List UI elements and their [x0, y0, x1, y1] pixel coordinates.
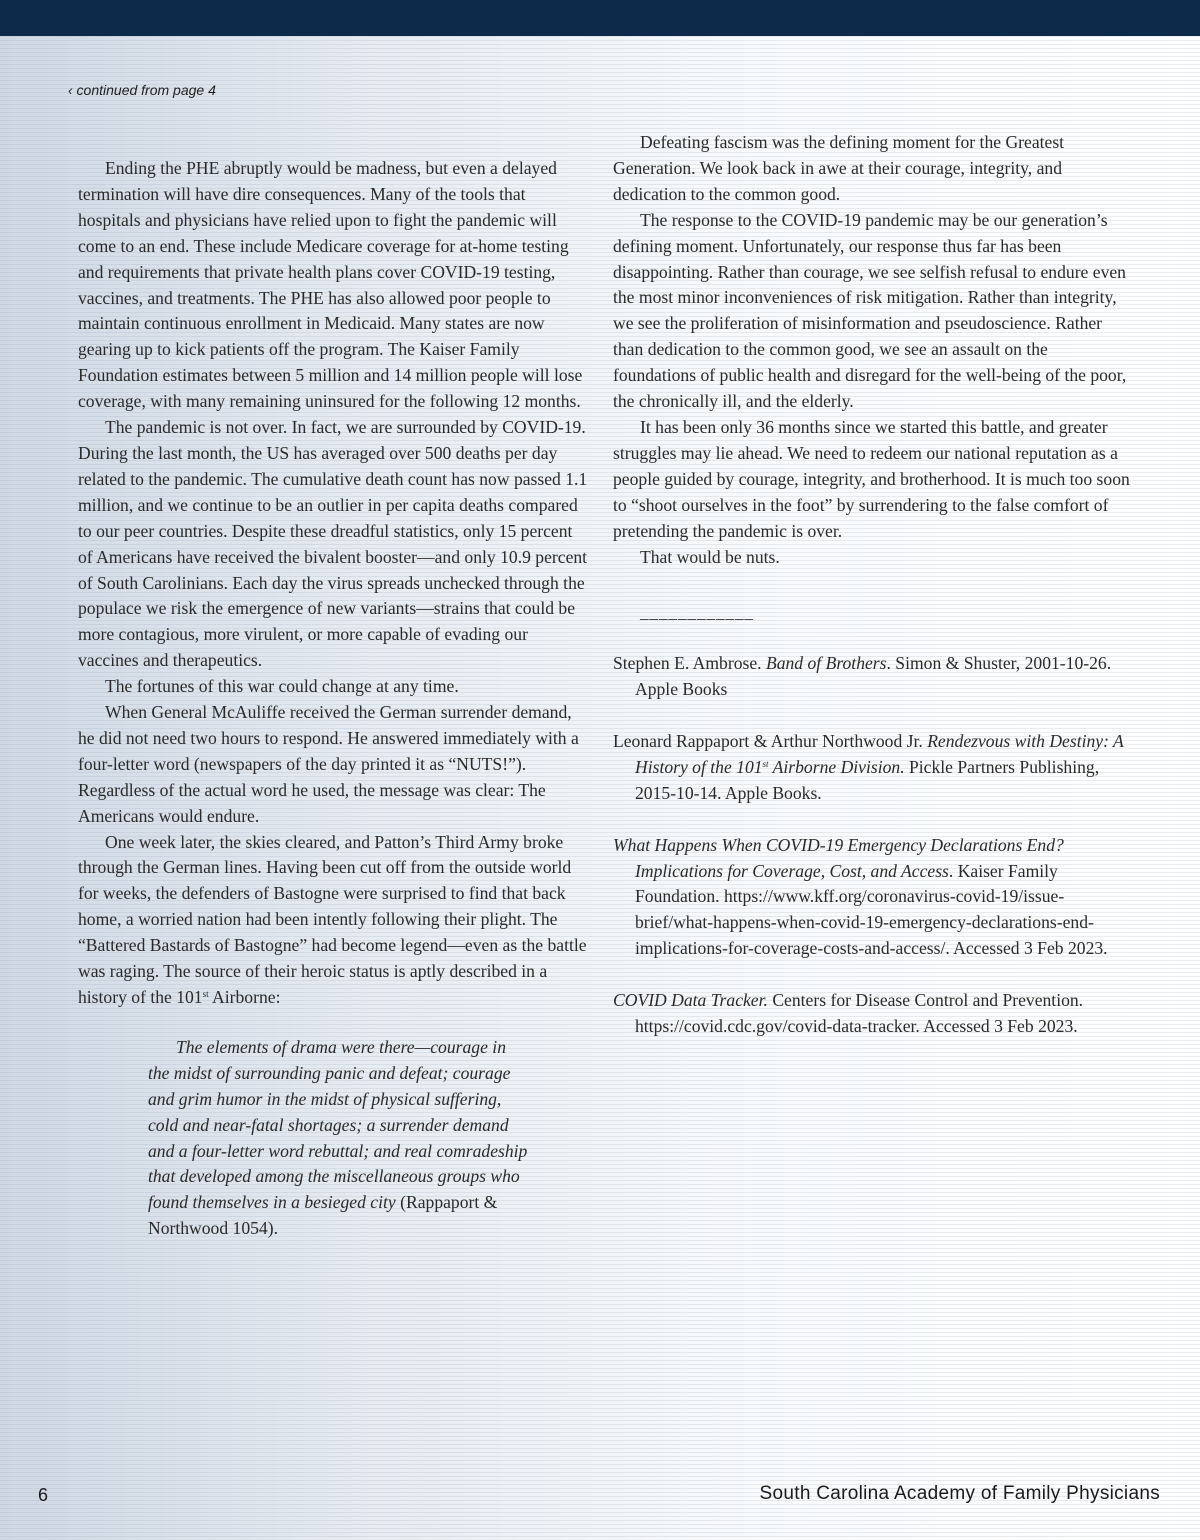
top-banner-bar — [0, 0, 1200, 36]
reference-author: Leonard Rappaport & Arthur Northwood Jr. — [613, 731, 928, 752]
body-paragraph: The pandemic is not over. In fact, we are surrounded by COVID-19. During the last month, the US has averaged over 500 deaths per day related to the pandemic. The cumulative death count has now passed 1.1 million, and we continue to be an outlier in per capita deaths compared to our peer countries. Despite these dreadful statistics, only 15 percent of Americans have received the bivalent booster—and only 10.9 percent of South Carolinians. Each day the virus spreads unchecked through the populace we risk the emergence of new variants—strains that could be more contagious, more virulent, or more capable of evading our vaccines and therapeutics. — [78, 417, 588, 671]
section-divider: ____________ — [640, 603, 754, 623]
block-quote — [148, 1035, 528, 1242]
publication-name: South Carolina Academy of Family Physicians — [759, 1483, 1160, 1504]
page-number: 6 — [38, 1485, 49, 1505]
quote-italic: The elements of drama were there—courage in the midst of surrounding panic and defeat; courage and grim humor in the midst of physical suffering, cold and near-fatal shortages; a surrender demand and a four-letter word rebuttal; and real comradeship that developed among the miscellaneous groups who found themselves in a besieged city — [148, 1036, 528, 1213]
body-paragraph: The fortunes of this war could change at any time. — [105, 676, 459, 697]
body-paragraph: When General McAuliffe received the German surrender demand, he did not need two hours to respond. He answered immediately with a four-letter word (newspapers of the day printed it as “NUTS!”). Regardless of the actual word he used, the message was clear: The Americans would endure. — [78, 702, 579, 826]
reference-title: COVID Data Tracker. — [613, 990, 768, 1011]
reference-details: Pickle Partners Publishing, 2015-10-14. Apple Books. — [635, 756, 1100, 803]
body-paragraph: Ending the PHE abruptly would be madness, but even a delayed termination will have dire consequences. Many of the tools that hospitals and physicians have relied upon to fight the pandemic will come to an end. These include Medicare coverage for at-home testing and requirements that private health plans cover COVID-19 testing, vaccines, and treatments. The PHE has also allowed poor people to maintain continuous enrollment in Medicaid. Many states are now gearing up to kick patients off the program. The Kaiser Family Foundation estimates between 5 million and 14 million people will lose coverage, with many remaining uninsured for the following 12 months. — [78, 158, 583, 412]
body-paragraph: Defeating fascism was the defining moment for the Greatest Generation. We look back in awe at their courage, integrity, and dedication to the common good. — [613, 132, 1065, 204]
ordinal-superscript: st — [202, 989, 209, 999]
reference-item — [613, 988, 1133, 1040]
body-paragraph: That would be nuts. — [640, 546, 780, 567]
body-paragraph — [78, 830, 590, 1011]
left-column — [78, 156, 590, 1242]
reference-details: . Simon & Shuster, 2001-10-26. Apple Books — [635, 653, 1112, 700]
reference-title-end: Airborne Division. — [768, 756, 905, 777]
reference-item — [613, 651, 1133, 703]
ordinal-superscript: st — [762, 758, 769, 769]
quote-citation: (Rappaport & Northwood 1054). — [148, 1192, 498, 1239]
reference-item — [613, 833, 1133, 963]
reference-author: Stephen E. Ambrose. — [613, 653, 766, 674]
reference-details: . Kaiser Family Foundation. https://www.kff.org/coronavirus-covid-19/issue-brief/what-happens-when-covid-19-emergency-declarations-end-implications-for-coverage-costs-and-access/. Accessed 3 Feb 2023. — [635, 860, 1108, 959]
reference-title: What Happens When COVID-19 Emergency Declarations End? Implications for Coverage, Cost, and Access — [613, 834, 1064, 881]
continued-from-note: ‹ continued from page 4 — [68, 82, 216, 98]
reference-title: Band of Brothers — [765, 653, 887, 674]
reference-title-text: Rendezvous with Destiny: A History of the 101 — [635, 731, 1124, 777]
quote-text — [148, 1037, 527, 1212]
body-paragraph: It has been only 36 months since we started this battle, and greater struggles may lie ahead. We need to redeem our national reputation as a people guided by courage, integrity, and brotherhood. It is much too soon to “shoot ourselves in the foot” by surrendering to the false comfort of pretending the pandemic is over. — [613, 416, 1130, 541]
paragraph-text: One week later, the skies cleared, and Patton’s Third Army broke through the German lines. Having been cut off from the outside world for weeks, the defenders of Bastogne were surprised to find that back home, a worried nation had been intently following their plight. The “Battered Bastards of Bastogne” had become legend—even as the battle was raging. The source of their heroic status is aptly described in a history of the 101 — [78, 831, 587, 1007]
paragraph-text-end: Airborne: — [208, 987, 281, 1007]
reference-details: Centers for Disease Control and Prevention. https://covid.cdc.gov/covid-data-tracker. Accessed 3 Feb 2023. — [635, 990, 1084, 1036]
body-paragraph: The response to the COVID-19 pandemic may be our generation’s defining moment. Unfortunately, our response thus far has been disappointing. Rather than courage, we see selfish refusal to endure even the most minor inconveniences of risk mitigation. Rather than integrity, we see the proliferation of misinformation and pseudoscience. Rather than dedication to the common good, we see an assault on the foundations of public health and disregard for the well-being of the poor, the chronically ill, and the elderly. — [613, 209, 1127, 412]
reference-item — [613, 729, 1133, 807]
right-column — [613, 130, 1133, 1066]
references-list — [613, 651, 1133, 1040]
